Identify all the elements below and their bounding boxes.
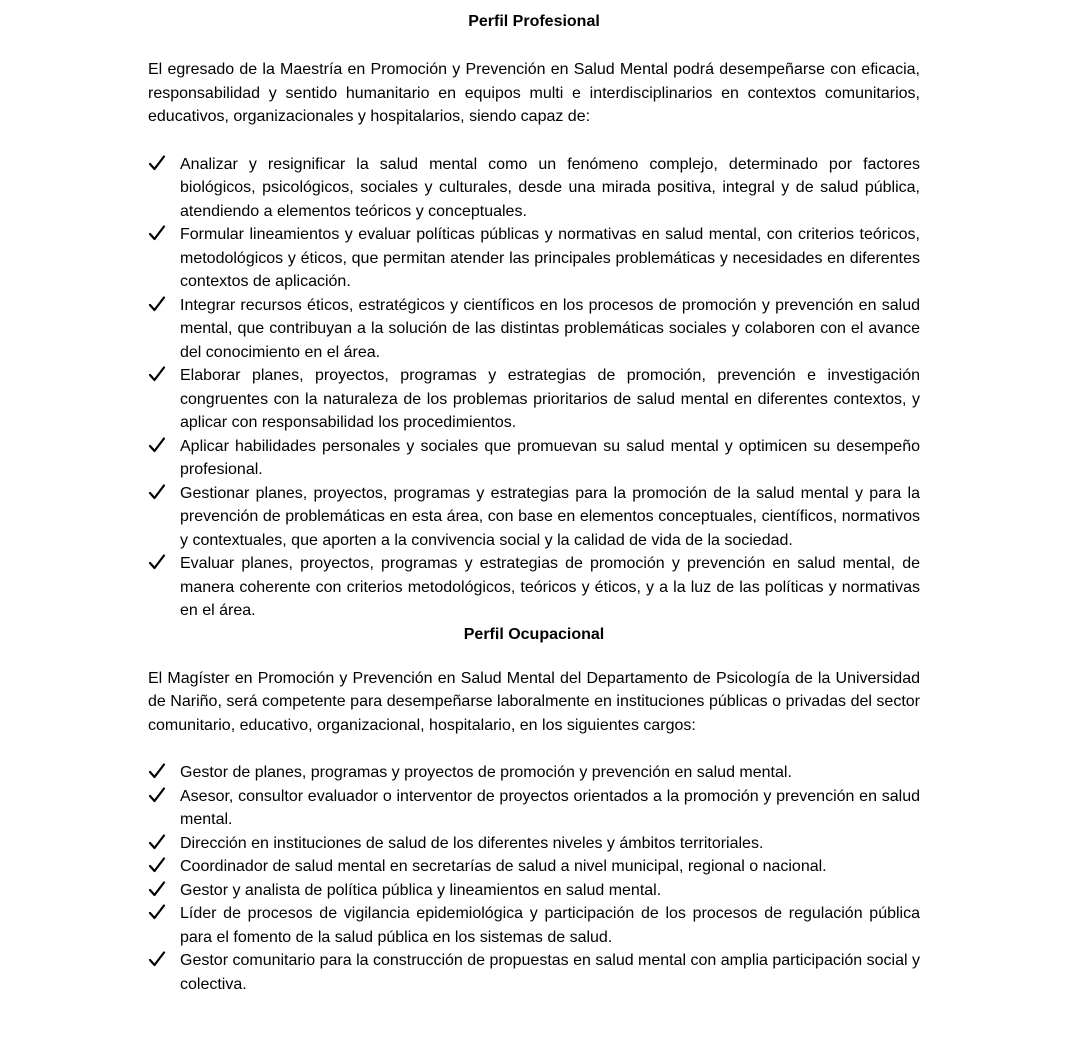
list-item (148, 832, 920, 856)
list-item-text: Gestor comunitario para la construcción de propuestas en salud mental con amplia participación social y colectiva. (180, 952, 920, 993)
check-icon (148, 552, 168, 575)
list-item (148, 223, 920, 294)
list-item-text: Elaborar planes, proyectos, programas y estrategias de promoción, prevención e investigación congruentes con la naturaleza de los problemas prioritarios de salud mental en diferentes contextos, y aplicar con responsabilidad los procedimientos. (180, 367, 920, 431)
list-item (148, 435, 920, 482)
perfil-ocupacional-list (148, 761, 920, 996)
check-icon (148, 879, 168, 902)
list-item (148, 761, 920, 785)
list-item-text: Gestionar planes, proyectos, programas y estrategias para la promoción de la salud mental y para la prevención de problemáticas en esta área, con base en elementos conceptuales, científicos, normativos y contextuales, que aporten a la convivencia social y la calidad de vida de la sociedad. (180, 484, 920, 549)
check-icon (148, 364, 168, 387)
check-icon (148, 482, 168, 505)
list-item (148, 949, 920, 996)
check-icon (148, 855, 168, 878)
check-icon (148, 949, 168, 972)
list-item (148, 294, 920, 365)
list-item-text: Coordinador de salud mental en secretarías de salud a nivel municipal, regional o nacional. (180, 858, 827, 875)
list-item-text: Analizar y resignificar la salud mental como un fenómeno complejo, determinado por factores biológicos, psicológicos, sociales y culturales, desde una mirada positiva, integral y de salud pública, atendiendo a elementos teóricos y conceptuales. (180, 155, 920, 220)
check-icon (148, 294, 168, 317)
section-title-perfil-profesional: Perfil Profesional (468, 13, 600, 30)
spacer (148, 34, 920, 58)
check-icon (148, 153, 168, 176)
list-item-text: Formular lineamientos y evaluar políticas públicas y normativas en salud mental, con criterios teóricos, metodológicos y éticos, que permitan atender las principales problemáticas y necesidades en diferentes contextos de aplicación. (180, 226, 920, 290)
list-item-text: Evaluar planes, proyectos, programas y estrategias de promoción y prevención en salud mental, de manera coherente con criterios metodológicos, teóricos y éticos, y a la luz de las políticas y normativas en el área. (180, 555, 920, 619)
list-item-text: Líder de procesos de vigilancia epidemiológica y participación de los procesos de regulación pública para el fomento de la salud pública en los sistemas de salud. (180, 905, 920, 946)
section-title-perfil-ocupacional: Perfil Ocupacional (463, 625, 605, 643)
perfil-profesional-intro: El egresado de la Maestría en Promoción y Prevención en Salud Mental podrá desempeñarse con eficacia, responsabilidad y sentido humanitario en equipos multi e interdisciplinarios en contextos comunitarios, educativos, organizacionales y hospitalarios, siendo capaz de: (148, 61, 920, 125)
check-icon (148, 435, 168, 458)
list-item (148, 902, 920, 949)
list-item (148, 552, 920, 623)
check-icon (148, 832, 168, 855)
spacer (148, 737, 920, 761)
list-item (148, 785, 920, 832)
check-icon (148, 785, 168, 808)
check-icon (148, 761, 168, 784)
list-item-text: Gestor de planes, programas y proyectos de promoción y prevención en salud mental. (180, 764, 792, 781)
perfil-ocupacional-intro: El Magíster en Promoción y Prevención en Salud Mental del Departamento de Psicología de la Universidad de Nariño, será competente para desempeñarse laboralmente en instituciones públicas o privadas del sector comunitario, educativo, organizacional, hospitalario, en los siguientes cargos: (148, 669, 920, 734)
perfil-profesional-list (148, 153, 920, 623)
spacer (148, 647, 920, 667)
list-item (148, 364, 920, 435)
list-item (148, 855, 920, 879)
list-item-text: Aplicar habilidades personales y sociales que promuevan su salud mental y optimicen su desempeño profesional. (180, 437, 920, 478)
list-item-text: Asesor, consultor evaluador o interventor de proyectos orientados a la promoción y prevención en salud mental. (180, 787, 920, 828)
list-item (148, 879, 920, 903)
check-icon (148, 223, 168, 246)
list-item-text: Dirección en instituciones de salud de los diferentes niveles y ámbitos territoriales. (180, 834, 764, 852)
check-icon (148, 902, 168, 925)
list-item-text: Gestor y analista de política pública y lineamientos en salud mental. (180, 881, 662, 899)
list-item-text: Integrar recursos éticos, estratégicos y científicos en los procesos de promoción y prevención en salud mental, que contribuyan a la solución de las distintas problemáticas sociales y colaboren con el avance del conocimiento en el área. (180, 296, 920, 361)
list-item (148, 482, 920, 553)
list-item (148, 153, 920, 224)
spacer (148, 129, 920, 153)
